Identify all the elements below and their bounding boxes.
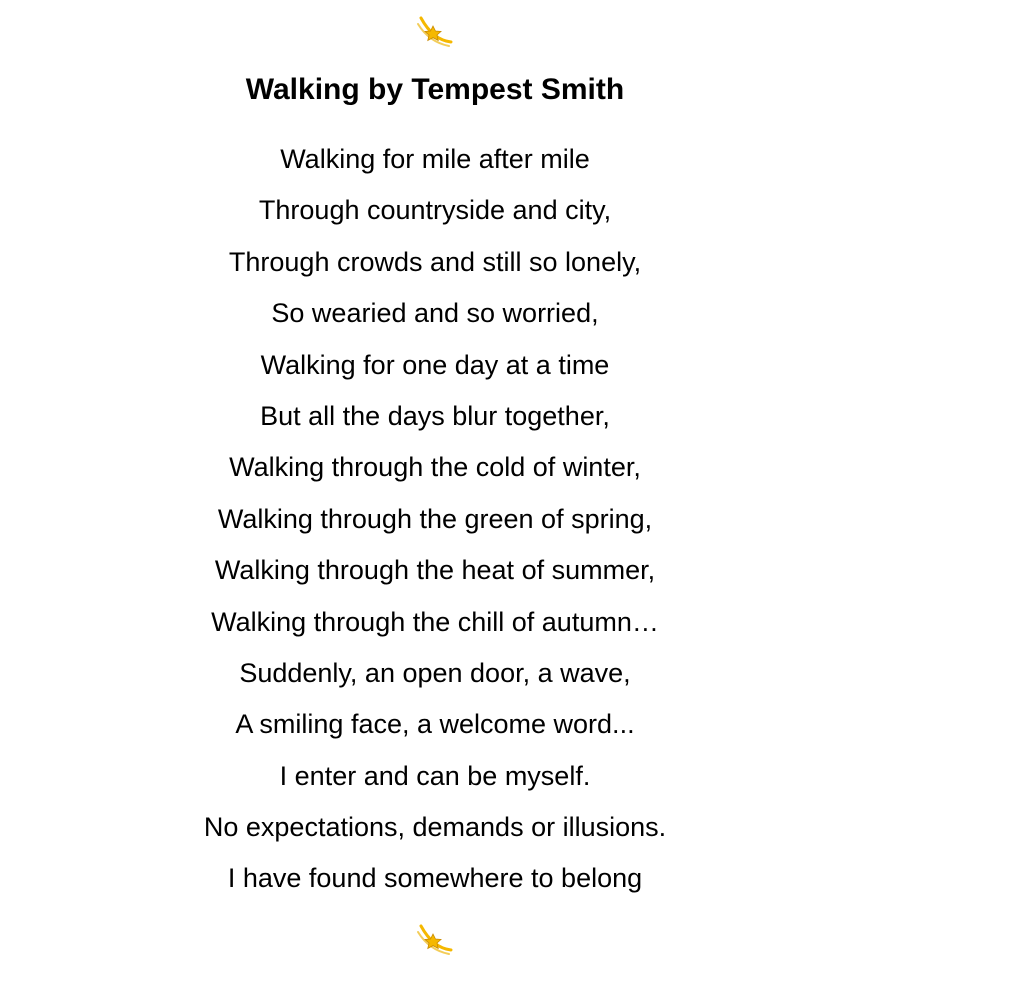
poem-title: Walking by Tempest Smith bbox=[245, 73, 625, 106]
poem-line: Walking through the heat of summer, bbox=[214, 555, 656, 586]
poem-line: I enter and can be myself. bbox=[279, 760, 591, 791]
poem-line: No expectations, demands or illusions. bbox=[203, 812, 667, 843]
poem-lines bbox=[0, 139, 870, 910]
poem-line: Through crowds and still so lonely, bbox=[228, 246, 642, 277]
poem-line: A smiling face, a welcome word... bbox=[235, 709, 635, 740]
poem-line: Walking through the green of spring, bbox=[217, 503, 653, 534]
shooting-star-icon bbox=[415, 918, 455, 958]
poem-line: Walking for mile after mile bbox=[280, 144, 590, 174]
poem-line: But all the days blur together, bbox=[260, 400, 610, 431]
poem-line: Walking through the chill of autumn… bbox=[211, 606, 659, 637]
shooting-star-icon bbox=[415, 10, 455, 50]
poem-line: Walking through the cold of winter, bbox=[229, 452, 641, 483]
poem-line: Suddenly, an open door, a wave, bbox=[239, 657, 631, 688]
poem-line: So wearied and so worried, bbox=[271, 298, 599, 329]
poem-line: Through countryside and city, bbox=[258, 195, 612, 226]
poem-line: I have found somewhere to belong bbox=[227, 863, 643, 894]
poem-line: Walking for one day at a time bbox=[260, 349, 610, 380]
